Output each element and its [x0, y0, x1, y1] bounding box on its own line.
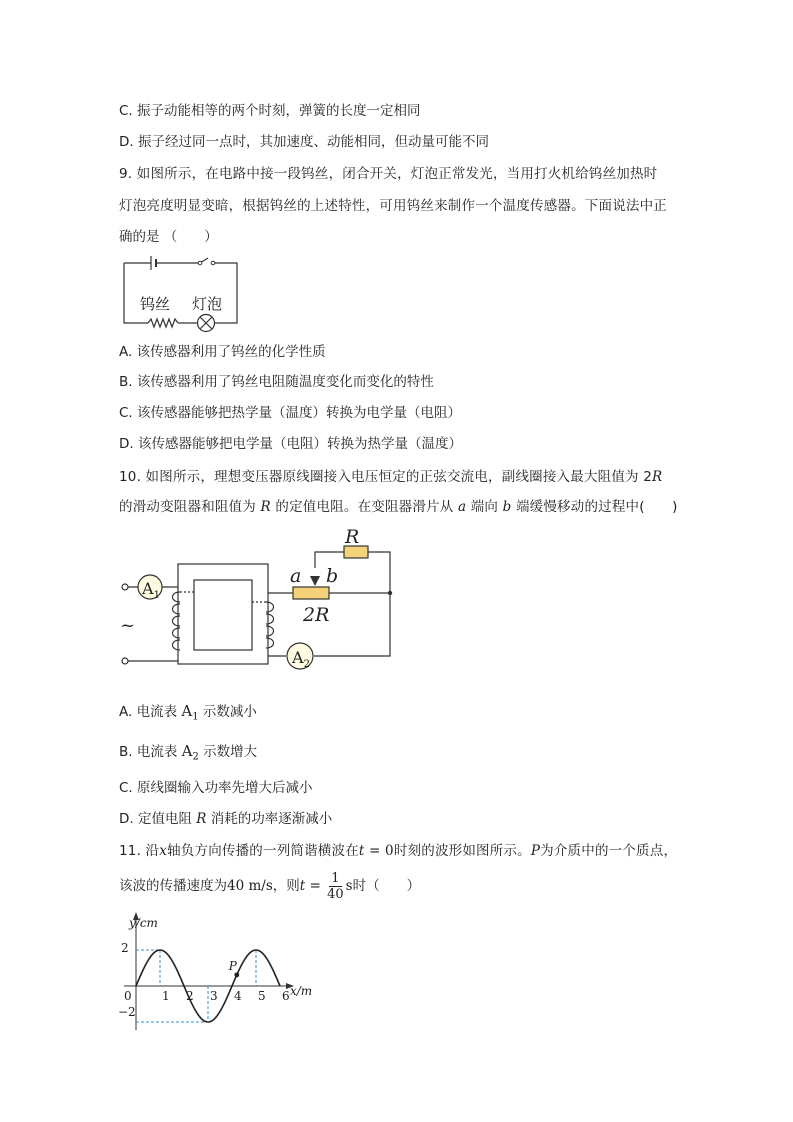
question-11-line-2: 该波的传播速度为40 m/s，则t = $\frac{1}{40}$ s时（ ）: [119, 870, 421, 902]
time-fraction: $\frac{1}{40}$: [327, 870, 344, 902]
x-tick-label: 1: [162, 989, 170, 1003]
option-10b: B. 电流表 $A_2$ 示数增大: [119, 742, 258, 763]
question-9-line-1: 9. 如图所示，在电路中接一段钨丝，闭合开关，灯泡正常发光，当用打火机给钨丝加热时: [119, 166, 658, 182]
question-9-line-2: 灯泡亮度明显变暗，根据钨丝的上述特性，可用钨丝来制作一个温度传感器。下面说法中正: [119, 198, 667, 214]
x-tick-label: 5: [258, 989, 266, 1003]
resistor-r-label: R: [345, 526, 360, 548]
point-p-marker: [234, 972, 239, 977]
figure-11-waveform: [118, 912, 318, 1032]
option-9a: A. 该传感器利用了钨丝的化学性质: [119, 344, 326, 360]
figure-9-circuit: [118, 252, 243, 332]
option-10d: D. 定值电阻 R 消耗的功率逐渐减小: [119, 811, 333, 827]
option-9b: B. 该传感器利用了钨丝电阻随温度变化而变化的特性: [119, 374, 434, 390]
x-tick-label: 4: [234, 989, 242, 1003]
y-tick-pos: 2: [121, 941, 129, 955]
figure-10-transformer: [118, 528, 398, 676]
ammeter-a1-symbol: $A_1$: [142, 579, 160, 601]
slider-end-b-label: b: [326, 565, 339, 587]
ac-source-symbol: ~: [120, 615, 136, 636]
x-axis-label: x/m: [290, 984, 313, 998]
slider-end-a-label: a: [290, 565, 302, 587]
option-10c: C. 原线圈输入功率先增大后减小: [119, 780, 313, 796]
x-tick-label: 6: [282, 989, 290, 1003]
y-axis-label: y/cm: [129, 916, 158, 930]
option-8c: C. 振子动能相等的两个时刻，弹簧的长度一定相同: [119, 103, 421, 119]
tungsten-wire-label: 钨丝: [140, 295, 171, 313]
option-10a: A. 电流表 $A_1$ 示数减小: [119, 702, 257, 723]
question-10-line-1: 10. 如图所示，理想变压器原线圈接入电压恒定的正弦交流电，副线圈接入最大阻值为 2R: [119, 469, 663, 485]
bulb-label: 灯泡: [192, 295, 223, 313]
x-tick-label: 2: [186, 989, 194, 1003]
y-tick-neg: −2: [118, 1005, 136, 1019]
question-11-line-1: 11. 沿x轴负方向传播的一列简谐横波在t = 0时刻的波形如图所示。P为介质中的一个质点，: [119, 843, 678, 859]
option-9d: D. 该传感器能够把电学量（电阻）转换为热学量（温度）: [119, 436, 462, 452]
x-tick-label: 0: [124, 989, 132, 1003]
option-8d: D. 振子经过同一点时，其加速度、动能相同，但动量可能不同: [119, 134, 489, 150]
question-9-line-3: 确的是 （ ）: [119, 229, 218, 245]
question-10-line-2: 的滑动变阻器和阻值为 R 的定值电阻。在变阻器滑片从 a 端向 b 端缓慢移动的过程中( ): [119, 499, 678, 515]
option-9c: C. 该传感器能够把热学量（温度）转换为电学量（电阻）: [119, 405, 462, 421]
point-p-label: P: [228, 958, 237, 973]
rheostat-2r-label: 2R: [303, 604, 330, 626]
x-tick-label: 3: [210, 989, 218, 1003]
ammeter-a2-symbol: $A_2$: [292, 648, 310, 670]
